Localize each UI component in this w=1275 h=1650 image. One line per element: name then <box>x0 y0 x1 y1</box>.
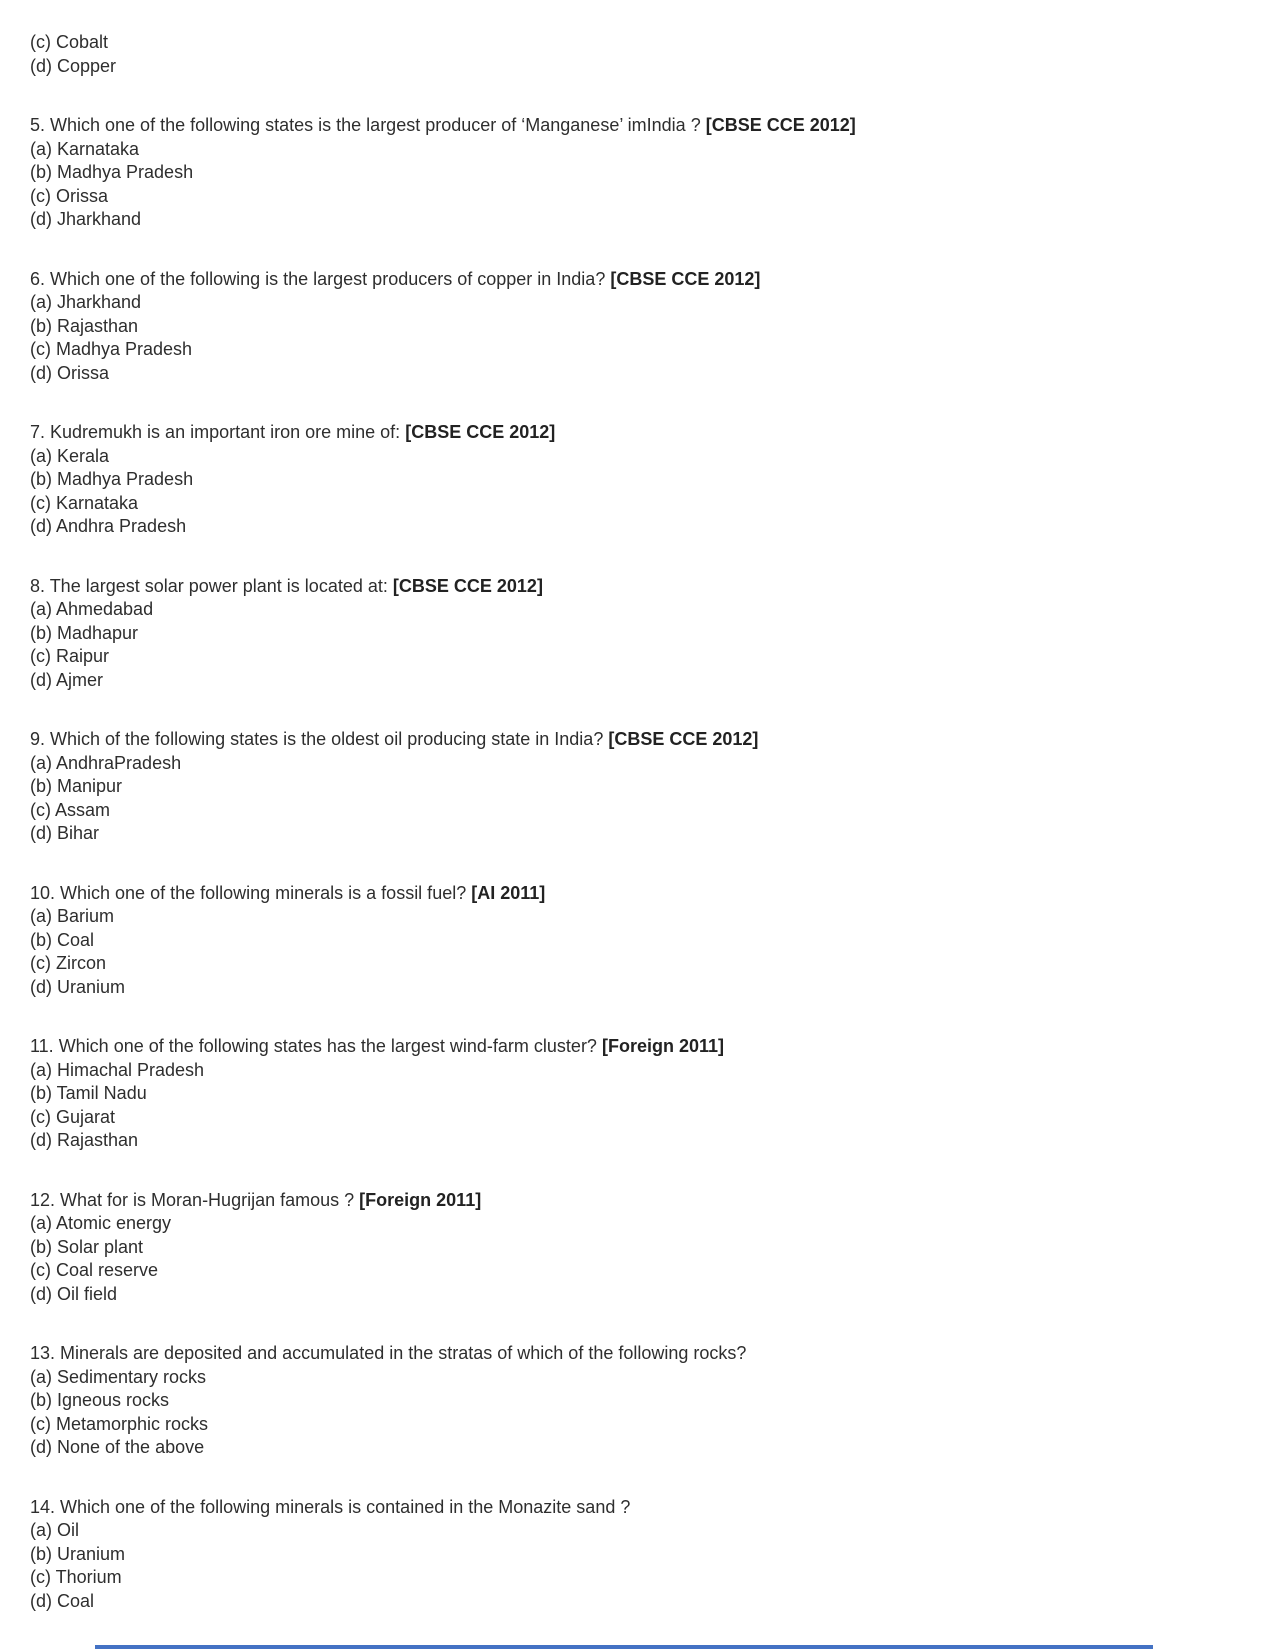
option-line: (d) Coal <box>30 1590 95 1611</box>
option-line: (d) Jharkhand <box>30 209 142 229</box>
option-line: (c) Karnataka <box>30 492 139 513</box>
option-line: (c) Thorium <box>30 1567 122 1587</box>
option-line: (b) Coal <box>30 929 95 950</box>
option-line: (b) Manipur <box>30 776 123 796</box>
question-heading <box>30 728 1235 752</box>
option-line: (a) Ahmedabad <box>30 599 154 619</box>
question-block-10 <box>30 882 1235 1000</box>
option-line: (d) Andhra Pradesh <box>30 516 187 536</box>
carryover-options-block <box>30 31 1235 78</box>
question-source-tag: [CBSE CCE 2012] <box>608 729 759 749</box>
question-block-8 <box>30 575 1235 693</box>
question-stem: 10. Which one of the following minerals is a fossil fuel? <box>30 882 467 903</box>
option-line: (d) Uranium <box>30 976 126 997</box>
question-stem: 5. Which one of the following states is the largest producer of ‘Manganese’ imIndia ? <box>30 115 701 135</box>
option-line: (a) Karnataka <box>30 138 140 159</box>
option-line: (a) AndhraPradesh <box>30 752 182 773</box>
question-source-tag: [CBSE CCE 2012] <box>705 115 856 135</box>
question-stem: 6. Which one of the following is the largest producers of copper in India? <box>30 268 606 289</box>
question-block-6 <box>30 268 1235 386</box>
option-line: (d) Copper <box>30 55 117 76</box>
option-line: (c) Gujarat <box>30 1106 116 1127</box>
option-line: (c) Raipur <box>30 646 110 666</box>
option-line: (d) Rajasthan <box>30 1130 139 1150</box>
option-line: (a) Barium <box>30 906 115 926</box>
question-heading <box>30 1189 1235 1213</box>
question-list <box>30 31 1235 1613</box>
option-line: (b) Madhya Pradesh <box>30 162 194 182</box>
question-stem: 14. Which one of the following minerals is contained in the Monazite sand ? <box>30 1496 631 1517</box>
option-line: (a) Kerala <box>30 445 110 466</box>
option-line: (d) Orissa <box>30 362 110 383</box>
option-line: (a) Himachal Pradesh <box>30 1059 205 1080</box>
question-block-13 <box>30 1342 1235 1460</box>
option-line: (a) Oil <box>30 1520 79 1540</box>
option-line: (b) Solar plant <box>30 1236 144 1257</box>
question-source-tag: [Foreign 2011] <box>359 1189 482 1210</box>
option-line: (b) Madhya Pradesh <box>30 469 194 489</box>
question-block-9 <box>30 728 1235 846</box>
option-line: (b) Rajasthan <box>30 315 139 336</box>
option-line: (c) Orissa <box>30 185 108 206</box>
question-stem: 13. Minerals are deposited and accumulated in the stratas of which of the following rocks? <box>30 1343 747 1363</box>
option-line: (a) Jharkhand <box>30 292 142 312</box>
option-line: (d) Ajmer <box>30 669 104 690</box>
question-heading <box>30 421 1235 445</box>
option-line: (c) Zircon <box>30 953 106 973</box>
option-line: (d) Bihar <box>30 823 100 843</box>
question-heading <box>30 575 1235 599</box>
option-line: (b) Tamil Nadu <box>30 1083 147 1103</box>
option-line: (a) Atomic energy <box>30 1213 172 1233</box>
option-line: (c) Madhya Pradesh <box>30 339 193 359</box>
question-heading <box>30 1342 1235 1366</box>
option-line: (a) Sedimentary rocks <box>30 1366 207 1387</box>
option-line: (c) Cobalt <box>30 32 109 52</box>
question-heading <box>30 1496 1235 1520</box>
question-block-7 <box>30 421 1235 539</box>
question-source-tag: [CBSE CCE 2012] <box>405 422 556 442</box>
question-heading <box>30 882 1235 906</box>
option-line: (b) Igneous rocks <box>30 1390 170 1410</box>
option-line: (b) Madhapur <box>30 622 139 643</box>
question-source-tag: [Foreign 2011] <box>601 1036 725 1056</box>
question-heading <box>30 1035 1235 1059</box>
option-line: (c) Assam <box>30 799 111 820</box>
question-source-tag: [CBSE CCE 2012] <box>610 268 761 289</box>
option-line: (b) Uranium <box>30 1543 126 1564</box>
question-block-5 <box>30 114 1235 232</box>
option-line: (d) Oil field <box>30 1283 118 1304</box>
option-line: (c) Metamorphic rocks <box>30 1413 209 1434</box>
question-heading <box>30 268 1235 292</box>
question-block-12 <box>30 1189 1235 1307</box>
option-line: (c) Coal reserve <box>30 1260 159 1280</box>
question-stem: 8. The largest solar power plant is located at: <box>30 575 388 596</box>
option-line: (d) None of the above <box>30 1437 205 1457</box>
question-stem: 12. What for is Moran-Hugrijan famous ? <box>30 1189 355 1210</box>
question-block-11 <box>30 1035 1235 1153</box>
question-heading <box>30 114 1235 138</box>
partial-blue-rule <box>95 1645 1153 1649</box>
question-stem: 11. Which one of the following states has the largest wind-farm cluster? <box>30 1036 597 1056</box>
question-block-14 <box>30 1496 1235 1614</box>
question-stem: 9. Which of the following states is the oldest oil producing state in India? <box>30 729 604 749</box>
question-source-tag: [AI 2011] <box>471 882 546 903</box>
question-stem: 7. Kudremukh is an important iron ore mine of: <box>30 422 401 442</box>
question-source-tag: [CBSE CCE 2012] <box>392 575 543 596</box>
